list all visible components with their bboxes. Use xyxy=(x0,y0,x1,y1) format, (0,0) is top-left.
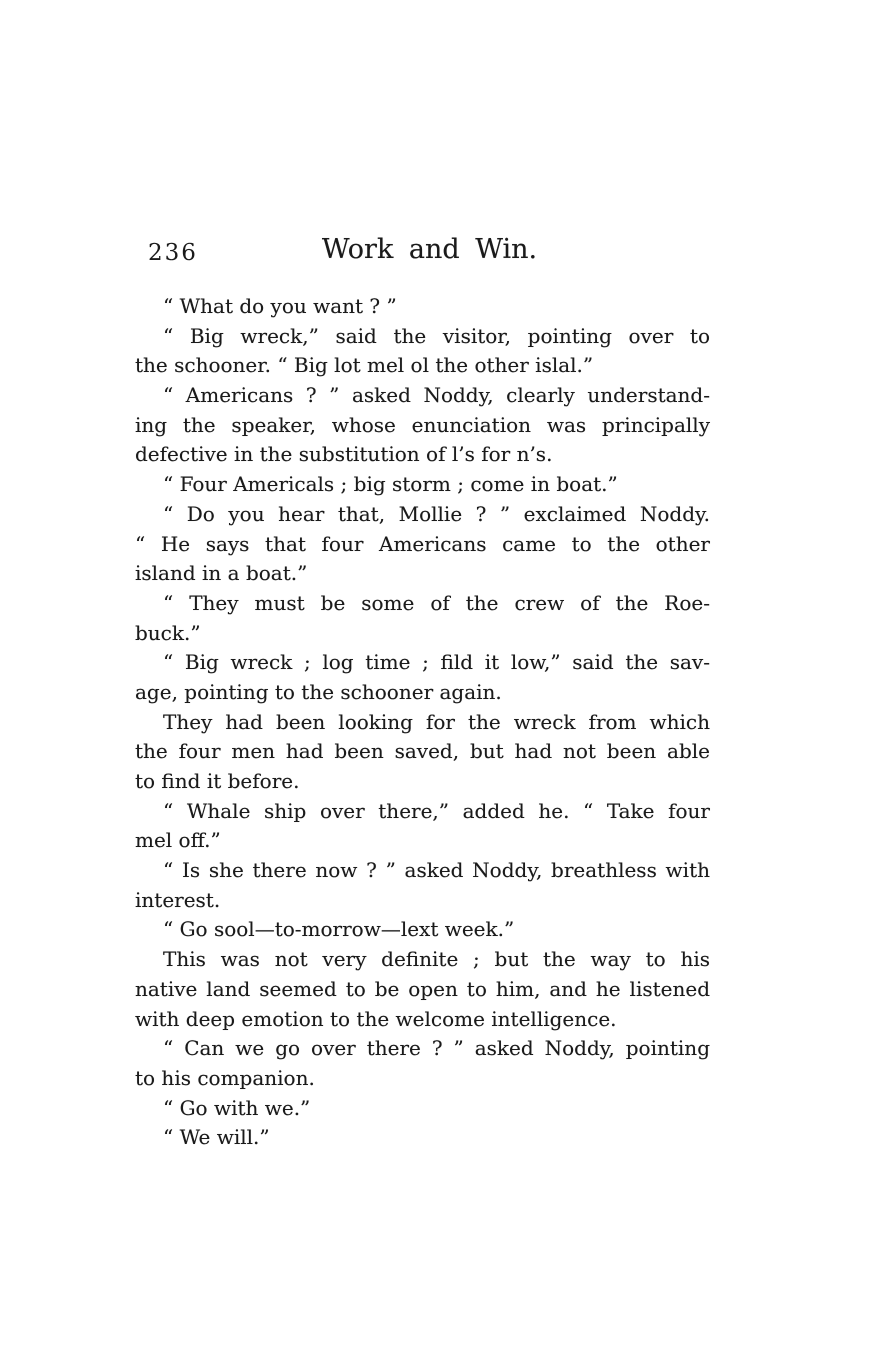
page-header xyxy=(135,234,710,274)
text-line: This was not very definite ; but the way to his xyxy=(163,947,710,972)
text-line: ing the speaker, whose enunciation was principally xyxy=(135,412,710,437)
text-line: “ We will.” xyxy=(163,1125,270,1150)
text-line: “ Is she there now ? ” asked Noddy, breathless with xyxy=(163,858,710,883)
text-line: defective in the substitution of l’s for n’s. xyxy=(135,442,553,467)
text-line: the four men had been saved, but had not been able xyxy=(135,739,710,764)
text-line: to find it before. xyxy=(135,769,300,793)
text-line: “ Big wreck ; log time ; fild it low,” said the sav- xyxy=(163,650,710,675)
text-line: island in a boat.” xyxy=(135,561,308,586)
running-title: Work and Win. xyxy=(321,234,538,265)
page-text xyxy=(135,292,710,1153)
text-line: “ Americans ? ” asked Noddy, clearly understand- xyxy=(163,383,710,408)
text-line: “ Can we go over there ? ” asked Noddy, pointing xyxy=(163,1036,710,1061)
text-line: age, pointing to the schooner again. xyxy=(135,679,502,704)
text-line: buck.” xyxy=(135,620,201,645)
text-line: “ He says that four Americans came to the other xyxy=(135,531,710,556)
text-line: “ What do you want ? ” xyxy=(163,294,397,318)
text-line: “ Four Americals ; big storm ; come in boat.” xyxy=(163,472,618,497)
text-line: “ Whale ship over there,” added he. “ Take four xyxy=(163,798,710,823)
text-line: “ Do you hear that, Mollie ? ” exclaimed Noddy. xyxy=(163,501,710,526)
text-line: “ Go sool—to-morrow—lext week.” xyxy=(163,917,515,942)
text-line: “ Go with we.” xyxy=(163,1095,311,1120)
text-line: mel off.” xyxy=(135,828,221,853)
text-line: the schooner. “ Big lot mel ol the other islal.” xyxy=(135,353,594,378)
text-line: They had been looking for the wreck from which xyxy=(163,709,710,734)
text-line: “ Big wreck,” said the visitor, pointing over to xyxy=(163,323,710,348)
text-line: native land seemed to be open to him, and he listened xyxy=(135,976,710,1001)
text-line: “ They must be some of the crew of the Roe- xyxy=(163,590,710,615)
text-line: interest. xyxy=(135,887,221,912)
text-line: to his companion. xyxy=(135,1065,315,1090)
text-line: with deep emotion to the welcome intelligence. xyxy=(135,1006,617,1031)
page-number: 236 xyxy=(148,240,198,266)
